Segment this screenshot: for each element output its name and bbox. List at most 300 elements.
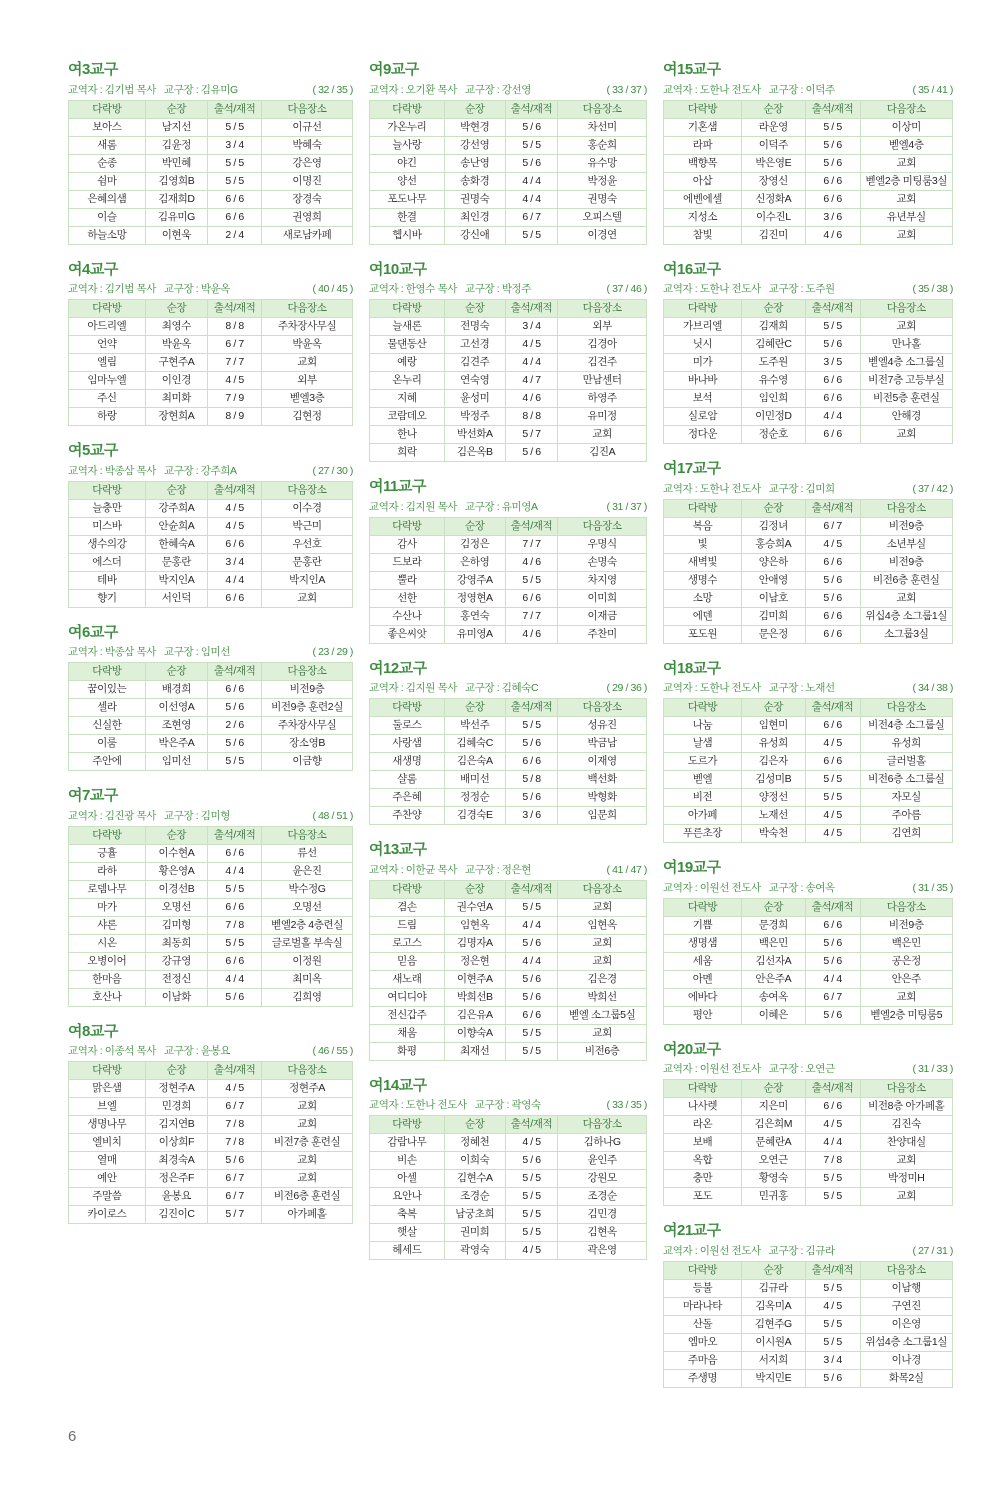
- column-header: 순장: [742, 1080, 806, 1098]
- table-header-row: [370, 1116, 647, 1134]
- column-header: 출석/재적: [208, 663, 262, 681]
- column-header: 다락방: [69, 100, 146, 118]
- district-attendance-count: ( 33 / 35 ): [606, 1099, 647, 1111]
- district-meta: [663, 82, 953, 97]
- table-row: [69, 190, 353, 208]
- table-row: [664, 988, 953, 1006]
- cell-attendance: 5 / 6: [505, 789, 558, 807]
- cell-group-name: 닛시: [664, 336, 742, 354]
- cell-attendance: 5 / 6: [805, 571, 860, 589]
- cell-attendance: 4 / 6: [805, 226, 860, 244]
- table-row: [664, 1369, 953, 1387]
- cell-leader: 홍승희A: [742, 535, 806, 553]
- district-leader: 교구장 : 박윤옥: [164, 283, 231, 295]
- cell-group-name: 생수의강: [69, 535, 146, 553]
- cell-group-name: 보배: [664, 1134, 742, 1152]
- cell-group-name: 믿음: [370, 952, 445, 970]
- cell-leader: 김영희B: [145, 172, 207, 190]
- cell-group-name: 예랑: [370, 354, 445, 372]
- cell-attendance: 4 / 4: [208, 862, 262, 880]
- table-row: [69, 880, 353, 898]
- cell-leader: 남궁초희: [444, 1206, 505, 1224]
- cell-attendance: 4 / 6: [505, 625, 558, 643]
- district-staff: 교역자 : 이종석 목사: [68, 1045, 157, 1057]
- cell-attendance: 5 / 5: [208, 118, 262, 136]
- cell-leader: 박선주: [444, 717, 505, 735]
- column-header: 출석/재적: [505, 699, 558, 717]
- district-meta: [68, 808, 353, 823]
- column-header: 다락방: [664, 499, 742, 517]
- district-title: 여8교구: [68, 1022, 118, 1040]
- cell-attendance: 4 / 4: [805, 970, 860, 988]
- cell-group-name: 드림: [370, 916, 445, 934]
- column-header: 출석/재적: [805, 300, 860, 318]
- column-header: 순장: [742, 300, 806, 318]
- cell-group-name: 셀라: [69, 699, 146, 717]
- cell-leader: 정영현A: [444, 589, 505, 607]
- column-header: 순장: [145, 481, 207, 499]
- table-row: [370, 354, 647, 372]
- cell-group-name: 감사: [370, 535, 445, 553]
- cell-group-name: 카이로스: [69, 1206, 146, 1224]
- column-header: 출석/재적: [805, 100, 860, 118]
- district-group: [663, 1223, 953, 1388]
- cell-leader: 라운영: [742, 118, 806, 136]
- cell-attendance: 4 / 5: [505, 1242, 558, 1260]
- cell-attendance: 3 / 6: [805, 208, 860, 226]
- cell-next-location: 이재금: [558, 607, 647, 625]
- table-row: [370, 1134, 647, 1152]
- table-row: [664, 735, 953, 753]
- cell-attendance: 5 / 6: [208, 699, 262, 717]
- cell-leader: 문홍란: [145, 553, 207, 571]
- cell-attendance: 6 / 6: [805, 916, 860, 934]
- cell-next-location: 비전5층 훈련실: [860, 390, 953, 408]
- cell-attendance: 7 / 8: [805, 1152, 860, 1170]
- cell-group-name: 라하: [69, 862, 146, 880]
- table-row: [664, 607, 953, 625]
- cell-leader: 박민혜: [145, 154, 207, 172]
- column-header: 다락방: [664, 1080, 742, 1098]
- column-header: 순장: [742, 1261, 806, 1279]
- column-header: 다음장소: [860, 1080, 953, 1098]
- table-row: [69, 844, 353, 862]
- cell-leader: 정은현: [444, 952, 505, 970]
- district-table: [663, 299, 953, 444]
- cell-group-name: 하늘소망: [69, 226, 146, 244]
- cell-next-location: 김경아: [558, 336, 647, 354]
- cell-leader: 이상희F: [145, 1134, 207, 1152]
- district-leader: 교구장 : 노재선: [768, 682, 835, 694]
- district-title: 여17교구: [663, 460, 721, 477]
- district-meta: [663, 1061, 953, 1076]
- district-group: [663, 860, 953, 1025]
- column-header: 출석/재적: [805, 699, 860, 717]
- table-row: [664, 190, 953, 208]
- cell-next-location: 교회: [860, 589, 953, 607]
- cell-group-name: 로뎀나무: [69, 880, 146, 898]
- district-attendance-count: ( 31 / 37 ): [606, 500, 647, 513]
- cell-group-name: 주마음: [664, 1351, 742, 1369]
- table-row: [664, 1006, 953, 1024]
- cell-attendance: 5 / 5: [805, 318, 860, 336]
- cell-next-location: 임현옥: [558, 916, 647, 934]
- district-staff: 교역자 : 김기범 목사: [68, 83, 157, 96]
- column-header: 순장: [444, 100, 505, 118]
- cell-attendance: 4 / 5: [208, 1080, 262, 1098]
- cell-group-name: 푸른초장: [664, 825, 742, 843]
- cell-group-name: 주생명: [664, 1369, 742, 1387]
- cell-attendance: 4 / 4: [505, 354, 558, 372]
- district-attendance-count: ( 31 / 33 ): [912, 1063, 953, 1075]
- column-header: 다락방: [664, 1261, 742, 1279]
- cell-attendance: 8 / 9: [208, 408, 262, 426]
- cell-next-location: 외부: [262, 372, 353, 390]
- table-row: [69, 318, 353, 336]
- cell-attendance: 5 / 5: [505, 136, 558, 154]
- district-group: [68, 1024, 353, 1225]
- cell-group-name: 채움: [370, 1024, 445, 1042]
- cell-attendance: 6 / 6: [805, 553, 860, 571]
- cell-attendance: 6 / 6: [208, 535, 262, 553]
- cell-leader: 이현주A: [444, 970, 505, 988]
- cell-next-location: 이나경: [860, 1351, 953, 1369]
- cell-leader: 김은유A: [444, 1006, 505, 1024]
- cell-leader: 은하영: [444, 553, 505, 571]
- table-row: [370, 1170, 647, 1188]
- district-group: [369, 62, 647, 245]
- cell-group-name: 주신: [69, 390, 146, 408]
- cell-leader: 윤성미: [444, 390, 505, 408]
- district-leader: 교구장 : 김규라: [768, 1244, 835, 1257]
- cell-attendance: 5 / 6: [805, 934, 860, 952]
- cell-attendance: 5 / 6: [505, 1152, 558, 1170]
- column-3: [663, 62, 953, 1405]
- district-meta: [369, 680, 647, 695]
- table-row: [664, 1351, 953, 1369]
- column-header: 다락방: [370, 517, 445, 535]
- cell-attendance: 5 / 5: [505, 1188, 558, 1206]
- cell-group-name: 아셀: [370, 1170, 445, 1188]
- table-row: [664, 535, 953, 553]
- cell-leader: 연숙영: [444, 372, 505, 390]
- cell-attendance: 6 / 6: [208, 844, 262, 862]
- district-table: [369, 100, 647, 245]
- table-row: [69, 226, 353, 244]
- cell-leader: 이수진L: [742, 208, 806, 226]
- table-row: [664, 118, 953, 136]
- cell-group-name: 생명샘: [664, 934, 742, 952]
- column-header: 출석/재적: [805, 898, 860, 916]
- cell-group-name: 새벽빛: [664, 553, 742, 571]
- cell-attendance: 6 / 6: [805, 172, 860, 190]
- cell-next-location: 박지인A: [262, 571, 353, 589]
- cell-leader: 최미화: [145, 390, 207, 408]
- table-row: [664, 1116, 953, 1134]
- cell-next-location: 이남행: [860, 1279, 953, 1297]
- district-staff: 교역자 : 이한균 목사: [369, 863, 458, 876]
- cell-group-name: 지혜: [370, 390, 445, 408]
- cell-group-name: 열매: [69, 1152, 146, 1170]
- column-header: 다락방: [69, 481, 146, 499]
- cell-attendance: 6 / 6: [208, 190, 262, 208]
- cell-leader: 이수현A: [145, 844, 207, 862]
- table-row: [664, 336, 953, 354]
- cell-leader: 이혜은: [742, 1006, 806, 1024]
- cell-group-name: 빛: [664, 535, 742, 553]
- table-row: [664, 825, 953, 843]
- cell-next-location: 교회: [262, 1170, 353, 1188]
- table-row: [69, 136, 353, 154]
- cell-leader: 김견주: [444, 354, 505, 372]
- cell-group-name: 기쁨: [664, 916, 742, 934]
- cell-leader: 송여옥: [742, 988, 806, 1006]
- cell-attendance: 6 / 7: [505, 208, 558, 226]
- column-header: 다음장소: [262, 826, 353, 844]
- cell-attendance: 6 / 6: [805, 390, 860, 408]
- table-row: [664, 916, 953, 934]
- district-attendance-count: ( 31 / 35 ): [912, 881, 953, 894]
- district-attendance-count: ( 29 / 36 ): [606, 682, 647, 694]
- district-title: 여15교구: [663, 61, 721, 78]
- cell-next-location: 유년부실: [860, 208, 953, 226]
- cell-next-location: 박혜숙: [262, 136, 353, 154]
- cell-leader: 정현주A: [145, 1080, 207, 1098]
- district-leader: 교구장 : 유미영A: [465, 500, 538, 513]
- cell-attendance: 4 / 7: [505, 372, 558, 390]
- cell-next-location: 비전6층 훈련실: [860, 571, 953, 589]
- cell-next-location: 비전9층: [860, 916, 953, 934]
- cell-group-name: 아가페: [664, 807, 742, 825]
- cell-next-location: 김현옥: [558, 1224, 647, 1242]
- district-leader: 교구장 : 윤봉요: [164, 1045, 231, 1057]
- table-row: [664, 1152, 953, 1170]
- cell-leader: 박희선B: [444, 988, 505, 1006]
- cell-attendance: 5 / 5: [505, 1024, 558, 1042]
- cell-attendance: 4 / 4: [505, 190, 558, 208]
- cell-group-name: 엘비치: [69, 1134, 146, 1152]
- district-leader: 교구장 : 박정주: [465, 283, 532, 295]
- column-header: 다락방: [370, 300, 445, 318]
- district-title: 여5교구: [68, 442, 118, 459]
- cell-attendance: 4 / 5: [208, 517, 262, 535]
- table-row: [664, 136, 953, 154]
- district-group: [369, 262, 647, 463]
- table-row: [664, 934, 953, 952]
- cell-leader: 강주희A: [145, 499, 207, 517]
- cell-attendance: 7 / 8: [208, 1116, 262, 1134]
- cell-group-name: 나사렛: [664, 1098, 742, 1116]
- table-row: [664, 172, 953, 190]
- cell-next-location: 김진숙: [860, 1116, 953, 1134]
- column-header: 다음장소: [860, 100, 953, 118]
- cell-next-location: 화목2실: [860, 1369, 953, 1387]
- cell-group-name: 산돌: [664, 1315, 742, 1333]
- column-header: 출석/재적: [208, 100, 262, 118]
- column-header: 다락방: [69, 300, 146, 318]
- cell-attendance: 6 / 6: [208, 208, 262, 226]
- table-row: [664, 1170, 953, 1188]
- cell-attendance: 6 / 7: [805, 517, 860, 535]
- table-row: [664, 771, 953, 789]
- column-header: 순장: [444, 517, 505, 535]
- district-table: [68, 481, 353, 608]
- cell-attendance: 5 / 5: [505, 571, 558, 589]
- cell-next-location: 비전7층 고등부실: [860, 372, 953, 390]
- cell-next-location: 문홍란: [262, 553, 353, 571]
- district-meta: [68, 463, 353, 478]
- cell-group-name: 평안: [664, 1006, 742, 1024]
- district-leader: 교구장 : 도주원: [768, 283, 835, 295]
- district-meta: [663, 880, 953, 895]
- cell-next-location: 김견주: [558, 354, 647, 372]
- cell-next-location: 벧엘 소그룹5실: [558, 1006, 647, 1024]
- cell-group-name: 브엘: [69, 1098, 146, 1116]
- three-column-layout: [68, 62, 954, 1405]
- cell-leader: 이덕주: [742, 136, 806, 154]
- column-header: 출석/재적: [208, 300, 262, 318]
- table-row: [69, 1170, 353, 1188]
- cell-attendance: 6 / 6: [805, 717, 860, 735]
- table-row: [69, 735, 353, 753]
- column-header: 다음장소: [262, 663, 353, 681]
- cell-leader: 구현주A: [145, 354, 207, 372]
- cell-next-location: 비전8층 아가페홀: [860, 1098, 953, 1116]
- cell-next-location: 차지영: [558, 571, 647, 589]
- cell-group-name: 생명수: [664, 571, 742, 589]
- district-staff: 교역자 : 도한나 전도사: [663, 682, 761, 694]
- cell-leader: 강신애: [444, 226, 505, 244]
- table-row: [370, 988, 647, 1006]
- cell-leader: 조경순: [444, 1188, 505, 1206]
- cell-group-name: 비손: [370, 1152, 445, 1170]
- cell-attendance: 5 / 5: [805, 771, 860, 789]
- district-title: 여7교구: [68, 787, 118, 804]
- cell-next-location: 주차장사무실: [262, 717, 353, 735]
- district-table: [68, 100, 353, 245]
- table-row: [664, 517, 953, 535]
- cell-next-location: 교회: [262, 1116, 353, 1134]
- cell-attendance: 4 / 5: [805, 1297, 860, 1315]
- column-header: 출석/재적: [208, 1062, 262, 1080]
- cell-group-name: 뿔라: [370, 571, 445, 589]
- cell-attendance: 6 / 7: [208, 1188, 262, 1206]
- cell-leader: 양정선: [742, 789, 806, 807]
- cell-leader: 김명자A: [444, 934, 505, 952]
- cell-attendance: 5 / 5: [208, 172, 262, 190]
- cell-leader: 임현옥: [444, 916, 505, 934]
- cell-next-location: 글로벌홀 부속실: [262, 934, 353, 952]
- table-header-row: [664, 300, 953, 318]
- district-staff: 교역자 : 도한나 전도사: [663, 283, 761, 295]
- column-header: 다음장소: [860, 898, 953, 916]
- table-row: [664, 952, 953, 970]
- column-header: 순장: [145, 300, 207, 318]
- district-staff: 교역자 : 이원선 전도사: [663, 1063, 761, 1075]
- table-row: [370, 553, 647, 571]
- district-group: [68, 62, 353, 245]
- cell-next-location: 강은영: [262, 154, 353, 172]
- cell-leader: 최동희: [145, 934, 207, 952]
- cell-group-name: 은혜의샘: [69, 190, 146, 208]
- cell-leader: 노재선: [742, 807, 806, 825]
- table-row: [370, 589, 647, 607]
- cell-next-location: 김은경: [558, 970, 647, 988]
- cell-group-name: 여디디야: [370, 988, 445, 1006]
- cell-leader: 정정순: [444, 789, 505, 807]
- cell-leader: 오명선: [145, 898, 207, 916]
- cell-attendance: 5 / 6: [505, 735, 558, 753]
- cell-leader: 이희숙: [444, 1152, 505, 1170]
- district-title: 여13교구: [369, 841, 427, 858]
- cell-leader: 강선영: [444, 136, 505, 154]
- cell-leader: 문경희: [742, 916, 806, 934]
- column-header: 다음장소: [860, 1261, 953, 1279]
- cell-group-name: 언약: [69, 336, 146, 354]
- table-header-row: [370, 517, 647, 535]
- cell-leader: 강영주A: [444, 571, 505, 589]
- table-row: [370, 625, 647, 643]
- cell-group-name: 벧엘: [664, 771, 742, 789]
- cell-leader: 문혜란A: [742, 1134, 806, 1152]
- cell-leader: 지은미: [742, 1098, 806, 1116]
- table-row: [664, 571, 953, 589]
- cell-next-location: 비전9층 훈련2실: [262, 699, 353, 717]
- cell-leader: 배경희: [145, 681, 207, 699]
- district-leader: 교구장 : 곽영숙: [474, 1099, 541, 1111]
- cell-next-location: 이정원: [262, 952, 353, 970]
- table-row: [370, 717, 647, 735]
- table-row: [370, 1242, 647, 1260]
- cell-next-location: 글러벌홀: [860, 753, 953, 771]
- cell-leader: 안은주A: [742, 970, 806, 988]
- column-header: 순장: [145, 826, 207, 844]
- column-header: 다음장소: [860, 499, 953, 517]
- cell-group-name: 순종: [69, 154, 146, 172]
- district-meta: [369, 82, 647, 97]
- cell-group-name: 시온: [69, 934, 146, 952]
- district-attendance-count: ( 40 / 45 ): [312, 283, 353, 295]
- cell-attendance: 5 / 6: [805, 1369, 860, 1387]
- district-title: 여11교구: [369, 478, 426, 495]
- table-header-row: [664, 1261, 953, 1279]
- cell-next-location: 공은정: [860, 952, 953, 970]
- table-row: [69, 553, 353, 571]
- district-leader: 교구장 : 이덕주: [768, 83, 835, 96]
- cell-next-location: 이상미: [860, 118, 953, 136]
- cell-group-name: 아삽: [664, 172, 742, 190]
- cell-next-location: 벧엘2층 미팅룸3실: [860, 172, 953, 190]
- cell-leader: 박윤옥: [145, 336, 207, 354]
- column-header: 다음장소: [262, 1062, 353, 1080]
- cell-leader: 이선영A: [145, 699, 207, 717]
- cell-leader: 김은자: [742, 753, 806, 771]
- cell-next-location: 김현정: [262, 408, 353, 426]
- table-header-row: [69, 100, 353, 118]
- cell-leader: 임현미: [742, 717, 806, 735]
- cell-attendance: 5 / 5: [505, 717, 558, 735]
- cell-group-name: 가온누리: [370, 118, 445, 136]
- cell-group-name: 아멘: [664, 970, 742, 988]
- district-table: [369, 517, 647, 644]
- cell-leader: 문은정: [742, 625, 806, 643]
- cell-attendance: 5 / 6: [805, 154, 860, 172]
- cell-next-location: 윤인주: [558, 1152, 647, 1170]
- cell-next-location: 김진A: [558, 444, 647, 462]
- district-title: 여18교구: [663, 659, 721, 677]
- cell-leader: 김혜숙C: [444, 735, 505, 753]
- district-title: 여6교구: [68, 623, 118, 641]
